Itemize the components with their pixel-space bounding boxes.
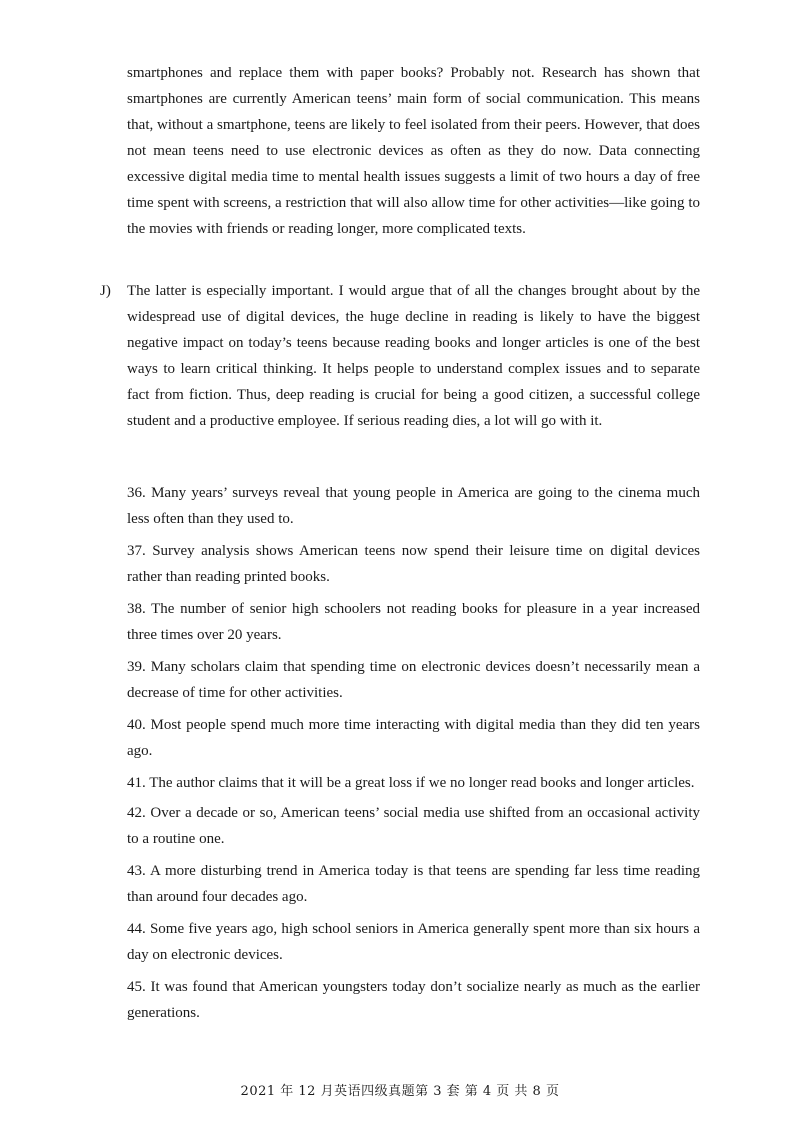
question-item [127,858,700,910]
question-number: 37. [127,543,153,559]
question-item [127,712,700,764]
question-text: A more disturbing trend in America today is that teens are spending far less time reading than around four decades ago. [127,863,700,905]
question-item [127,974,700,1026]
question-item [127,770,700,796]
question-number: 41. [127,775,150,791]
question-item [127,538,700,590]
question-number: 44. [127,921,150,937]
question-text: Over a decade or so, American teens’ social media use shifted from an occasional activity to a routine one. [127,805,700,847]
question-number: 38. [127,601,152,617]
question-text: Many scholars claim that spending time on electronic devices doesn’t necessarily mean a decrease of time for other activities. [127,659,700,701]
question-text: Some five years ago, high school seniors in America generally spent more than six hours a day on electronic devices. [127,921,701,963]
question-text: Survey analysis shows American teens now spend their leisure time on digital devices rather than reading printed books. [127,543,700,585]
question-number: 40. [127,717,151,733]
paragraph-i-continuation: smartphones and replace them with paper books? Probably not. Research has shown that smartphones are currently American teens’ main form of social communication. This means that, without a smartphone, teens are likely to feel isolated from their peers. However, that does not mean teens need to use electronic devices as often as they do now. Data connecting excessive digital media time to mental health issues suggests a limit of two hours a day of free time spent with screens, a restriction that will also allow time for other activities—like going to the movies with friends or reading longer, more complicated texts. [127,65,700,237]
question-number: 36. [127,485,152,501]
question-text: Many years’ surveys reveal that young people in America are going to the cinema much less often than they used to. [127,485,701,527]
question-number: 43. [127,863,150,879]
page-footer: 2021 年 12 月英语四级真题第 3 套 第 4 页 共 8 页 [240,1084,560,1099]
paragraph-j-text: The latter is especially important. I would argue that of all the changes brought about by the widespread use of digital devices, the huge decline in reading is likely to have the biggest negative impact on today’s teens because reading books and longer articles is one of the best ways to learn critical thinking. It helps people to understand complex issues and to separate fact from fiction. Thus, deep reading is crucial for being a good citizen, a successful college student and a productive employee. If serious reading dies, a lot will go with it. [127,283,700,429]
question-item [127,800,700,852]
question-item [127,596,700,648]
paragraph-j-label: J) [100,283,111,299]
paragraph-j [100,278,700,434]
question-item [127,654,700,706]
question-number: 45. [127,979,151,995]
question-item [127,480,700,532]
question-number: 39. [127,659,151,675]
question-text: The number of senior high schoolers not reading books for pleasure in a year increased three times over 20 years. [127,601,700,643]
question-number: 42. [127,805,151,821]
question-item [127,916,700,968]
question-text: The author claims that it will be a great loss if we no longer read books and longer articles. [149,775,695,791]
question-text: It was found that American youngsters today don’t socialize nearly as much as the earlier generations. [127,979,701,1021]
question-text: Most people spend much more time interacting with digital media than they did ten years ago. [127,717,701,759]
